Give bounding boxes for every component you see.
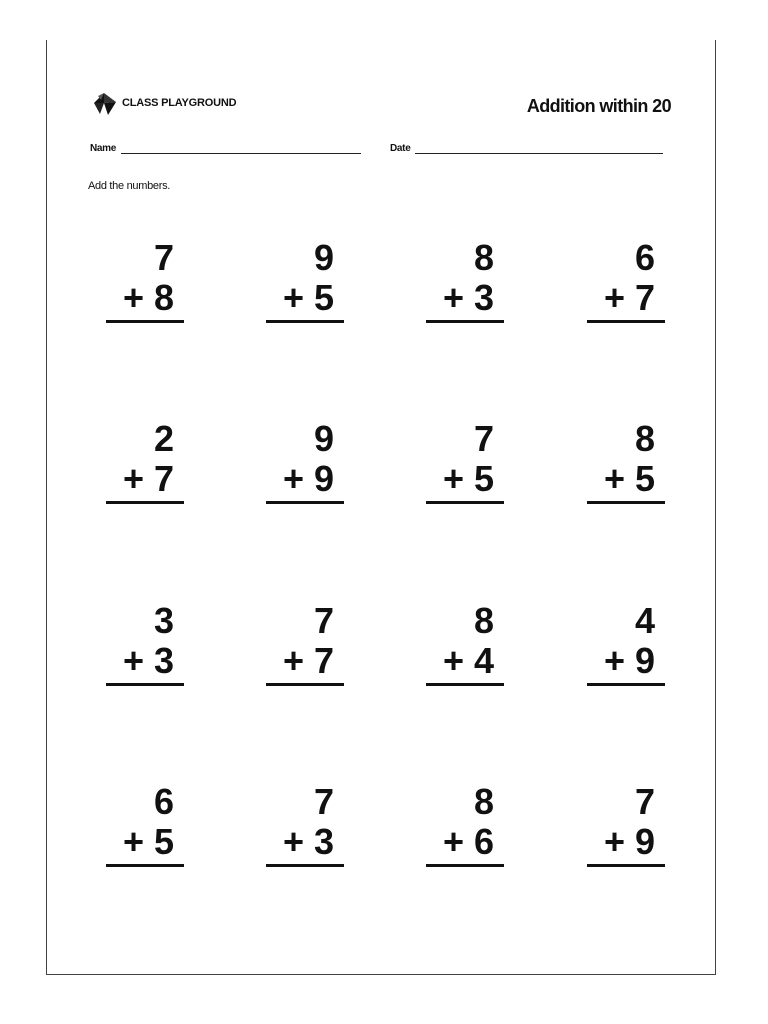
date-label: Date — [390, 143, 411, 154]
problem-item — [587, 238, 667, 328]
problem-top-number: 3 — [153, 600, 174, 641]
problem-top-number: 8 — [473, 237, 494, 278]
answer-line — [106, 320, 184, 323]
answer-line — [106, 864, 184, 867]
answer-line — [587, 320, 665, 323]
problem-item — [266, 238, 346, 328]
problem-top-number: 9 — [313, 237, 334, 278]
answer-line — [426, 320, 504, 323]
instructions: Add the numbers. — [88, 180, 171, 192]
problem-top-number: 7 — [473, 418, 494, 459]
problem-item — [587, 419, 667, 509]
problem-item — [426, 238, 506, 328]
problem-bottom-addend: + 3 — [442, 277, 494, 318]
problem-bottom-addend: + 9 — [603, 821, 655, 862]
problem-top-number: 8 — [473, 600, 494, 641]
problem-bottom-addend: + 3 — [122, 640, 174, 681]
problem-bottom-addend: + 6 — [442, 821, 494, 862]
brand-name: CLASS PLAYGROUND — [122, 97, 237, 109]
problem-item — [426, 601, 506, 691]
answer-line — [587, 864, 665, 867]
problem-item — [106, 238, 186, 328]
answer-line — [266, 683, 344, 686]
answer-line — [587, 501, 665, 504]
problem-top-number: 6 — [153, 781, 174, 822]
answer-line — [426, 864, 504, 867]
problem-item — [266, 419, 346, 509]
problem-top-number: 6 — [634, 237, 655, 278]
problem-item — [587, 782, 667, 872]
answer-line — [266, 501, 344, 504]
problem-top-number: 9 — [313, 418, 334, 459]
problem-item — [426, 782, 506, 872]
answer-line — [587, 683, 665, 686]
problem-bottom-addend: + 7 — [282, 640, 334, 681]
problem-top-number: 7 — [313, 600, 334, 641]
problem-bottom-addend: + 5 — [442, 458, 494, 499]
problem-top-number: 8 — [634, 418, 655, 459]
problem-item — [587, 601, 667, 691]
problem-grid — [47, 40, 715, 974]
answer-line — [106, 501, 184, 504]
problem-item — [266, 601, 346, 691]
worksheet-title: Addition within 20 — [526, 96, 671, 116]
problem-bottom-addend: + 5 — [603, 458, 655, 499]
problem-bottom-addend: + 7 — [603, 277, 655, 318]
problem-bottom-addend: + 9 — [282, 458, 334, 499]
problem-bottom-addend: + 3 — [282, 821, 334, 862]
answer-line — [426, 683, 504, 686]
problem-top-number: 7 — [153, 237, 174, 278]
problem-item — [426, 419, 506, 509]
answer-line — [106, 683, 184, 686]
worksheet-page — [46, 40, 716, 975]
problem-bottom-addend: + 8 — [122, 277, 174, 318]
answer-line — [266, 864, 344, 867]
problem-top-number: 4 — [634, 600, 655, 641]
problem-item — [106, 419, 186, 509]
problem-item — [266, 782, 346, 872]
problem-top-number: 7 — [313, 781, 334, 822]
answer-line — [266, 320, 344, 323]
problem-bottom-addend: + 5 — [282, 277, 334, 318]
problem-top-number: 8 — [473, 781, 494, 822]
answer-line — [426, 501, 504, 504]
problem-item — [106, 782, 186, 872]
problem-bottom-addend: + 9 — [603, 640, 655, 681]
problem-item — [106, 601, 186, 691]
problem-top-number: 2 — [153, 418, 174, 459]
problem-bottom-addend: + 5 — [122, 821, 174, 862]
problem-bottom-addend: + 7 — [122, 458, 174, 499]
problem-bottom-addend: + 4 — [442, 640, 494, 681]
name-label: Name — [90, 143, 117, 154]
problem-top-number: 7 — [634, 781, 655, 822]
